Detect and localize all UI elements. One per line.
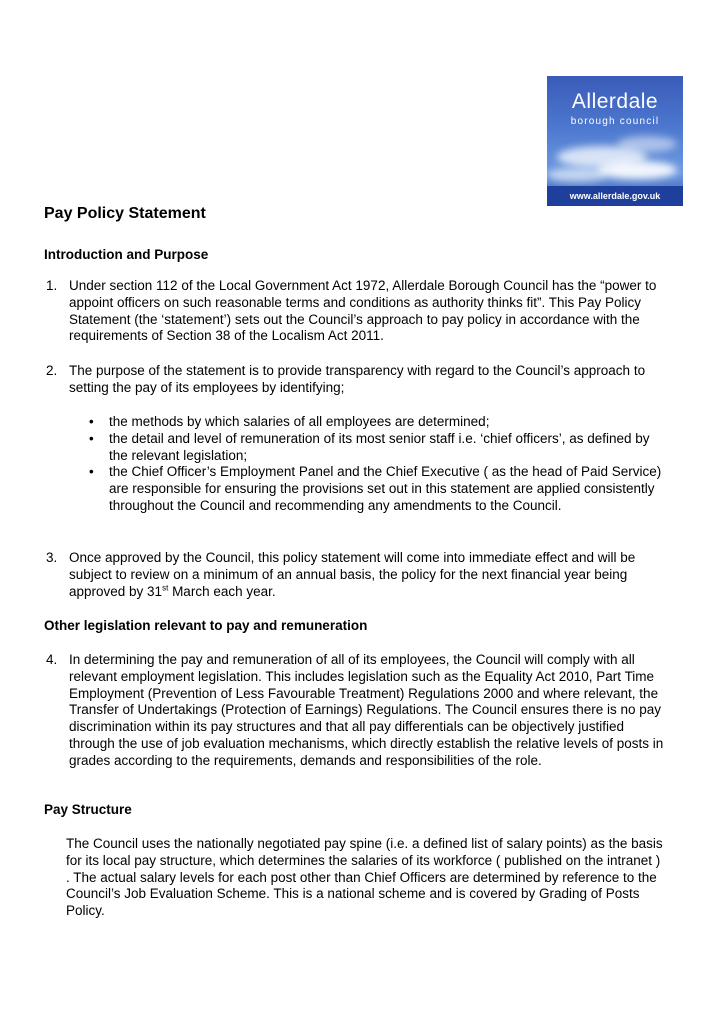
other-legislation-heading: Other legislation relevant to pay and remuneration (44, 618, 368, 633)
logo-cloud (617, 136, 677, 152)
purpose-bullet-list (85, 414, 665, 515)
logo-url: www.allerdale.gov.uk (547, 186, 683, 206)
logo-subtitle: borough council (570, 116, 660, 127)
numbered-item-2 (44, 363, 664, 397)
item-text-end: March each year. (168, 583, 276, 599)
pay-structure-heading: Pay Structure (44, 802, 132, 817)
logo-cloud (547, 168, 607, 182)
pay-structure-paragraph: The Council uses the nationally negotiated pay spine (i.e. a defined list of salary points) as the basis for its local pay structure, which determines the salaries of its workforce ( published on the intranet ) . The actual salary levels for each post other than Chief Officers are determined by reference to the Council’s Job Evaluation Scheme. This is a national scheme and is covered by Grading of Posts Policy. (66, 836, 663, 919)
item-text: In determining the pay and remuneration of all of its employees, the Council will comply with all relevant employment legislation. This includes legislation such as the Equality Act 2010, Part Time Employment (Prevention of Less Favourable Treatment) Regulations 2000 and where relevant, the Transfer of Undertakings (Protection of Earnings) Regulations. The Council ensures there is no pay discrimination within its pay structures and that all pay differentials can be objectively justified through the use of job evaluation mechanisms, which directly establish the relative levels of posts in grades according to the requirements, demands and responsibilities of the role. (69, 652, 664, 768)
bullet-text: the methods by which salaries of all employees are determined; (109, 414, 490, 429)
item-number: 1. (46, 278, 58, 293)
item-text: The purpose of the statement is to provide transparency with regard to the Council’s approach to setting the pay of its employees by identifying; (69, 363, 646, 395)
numbered-item-1 (44, 278, 664, 345)
item-text-main: Once approved by the Council, this policy statement will come into immediate effect and will be subject to review on a minimum of an annual basis, the policy for the next financial year being approved by 31 (69, 550, 636, 599)
item-number: 3. (46, 550, 58, 565)
page-title: Pay Policy Statement (44, 205, 206, 222)
bullet-icon: • (89, 414, 94, 429)
item-text-superscript: st (162, 583, 169, 593)
allerdale-logo (547, 76, 683, 206)
item-number: 4. (46, 652, 58, 667)
list-item (85, 431, 665, 465)
bullet-text: the Chief Officer’s Employment Panel and the Chief Executive ( as the head of Paid Service) are responsible for ensuring the provisions set out in this statement are applied consistently throughout the Council and recommending any amendments to the Council. (109, 464, 662, 513)
list-item (85, 414, 665, 431)
logo-name: Allerdale (571, 90, 659, 113)
item-text (69, 550, 664, 600)
bullet-icon: • (89, 464, 94, 480)
logo-cloud (597, 161, 677, 179)
item-number: 2. (46, 363, 58, 378)
numbered-item-4 (44, 652, 664, 770)
bullet-icon: • (89, 430, 94, 446)
list-item (85, 464, 665, 514)
intro-heading: Introduction and Purpose (44, 247, 209, 262)
bullet-text: the detail and level of remuneration of its most senior staff i.e. ‘chief officers’, as defined by the relevant legislation; (109, 430, 650, 463)
numbered-item-3 (44, 550, 664, 600)
item-text: Under section 112 of the Local Government Act 1972, Allerdale Borough Council has the “power to appoint officers on such reasonable terms and conditions as authority thinks fit”. This Pay Policy Statement (the ‘statement’) sets out the Council’s approach to pay policy in accordance with the requirements of Section 38 of the Localism Act 2011. (69, 278, 657, 344)
